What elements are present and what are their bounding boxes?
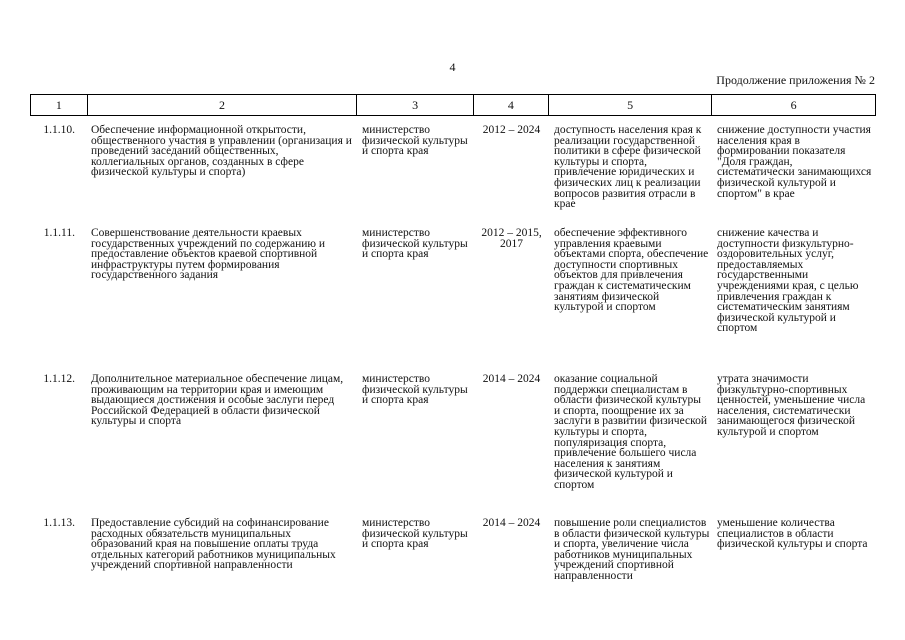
measure-text: Обеспечение информационной открытости, общественного участия в управлении (организация и проведений заседаний общественных, коллегиальных органов, созданных в сфере физической культуры и спорта): [91, 124, 352, 179]
period-text: 2014 – 2024: [482, 373, 541, 385]
column-header-2: 2: [88, 95, 357, 115]
consequences-text: утрата значимости физкультурно-спортивных ценностей, уменьшение числа населения, систематически занимающегося физической культурой и спортом: [717, 373, 866, 438]
executor-text: министерство физической культуры и спорта края: [362, 227, 468, 261]
column-header-1: 1: [31, 95, 88, 115]
table-row: [30, 374, 876, 491]
result-text: доступность населения края к реализации государственной политики в сфере физической культуры и спорта, привлечение юридических и физических лиц к реализации вопросов развития отрасли в крае: [554, 124, 702, 211]
result-text: обеспечение эффективного управления краевыми объектами спорта, обеспечение доступности спортивных объектов для привлечения граждан к систематическим занятиям физической культурой и спортом: [554, 227, 709, 314]
column-header-6: 6: [790, 97, 797, 112]
measure-text: Совершенствование деятельности краевых государственных учреждений по содержанию и предоставление объектов краевой спортивной инфраструктуры путем формирования государственного задания: [91, 227, 326, 282]
table-row: [30, 125, 876, 210]
table-header-row: [30, 94, 876, 116]
period-text: 2012 – 2015, 2017: [481, 227, 542, 250]
table-row: [30, 228, 876, 334]
consequences-text: снижение качества и доступности физкультурно-оздоровительных услуг, предоставляемых государственными учреждениями края, с целью привлечения граждан к систематическим занятиям физической культурой и спортом: [717, 227, 859, 335]
result-text: повышение роли специалистов в области физической культуры и спорта, увеличение числа работников муниципальных учреждений спортивной направленности: [554, 517, 710, 582]
executor-text: министерство физической культуры и спорта края: [362, 124, 468, 158]
consequences-text: уменьшение количества специалистов в области физической культуры и спорта: [717, 517, 868, 551]
measure-text: Дополнительное материальное обеспечение лицам, проживающим на территории края и имеющим выдающиеся достижения и особые заслуги перед Российской Федерацией в области физической культуры и спорта: [91, 373, 344, 428]
period-text: 2014 – 2024: [482, 517, 541, 529]
row-number: 1.1.13.: [43, 517, 75, 529]
executor-text: министерство физической культуры и спорта края: [362, 517, 468, 551]
table-row: [30, 518, 876, 582]
row-number: 1.1.11.: [43, 227, 75, 239]
column-header-3: 3: [357, 95, 474, 115]
period-text: 2012 – 2024: [482, 124, 541, 136]
continuation-label: Продолжение приложения № 2: [716, 73, 875, 87]
column-header-4: 4: [474, 95, 549, 115]
row-number: 1.1.12.: [43, 373, 75, 385]
result-text: оказание социальной поддержки специалистам в области физической культуры и спорта, поощрение их за заслуги в развитии физической культуры и спорта, популяризация спорта, привлечение большего числа населения к занятиям физической культурой и спортом: [554, 373, 707, 491]
column-header-5: 5: [549, 95, 713, 115]
consequences-text: снижение доступности участия населения края в формировании показателя "Доля граждан, систематически занимающихся физической культурой и спортом" в крае: [717, 124, 872, 200]
page-number: 4: [449, 60, 456, 74]
row-number: 1.1.10.: [43, 124, 75, 136]
measure-text: Предоставление субсидий на софинансирование расходных обязательств муниципальных образований края на повышение оплаты труда отдельных категорий работников муниципальных учреждений спортивной направленности: [91, 517, 336, 572]
executor-text: министерство физической культуры и спорта края: [362, 373, 468, 407]
